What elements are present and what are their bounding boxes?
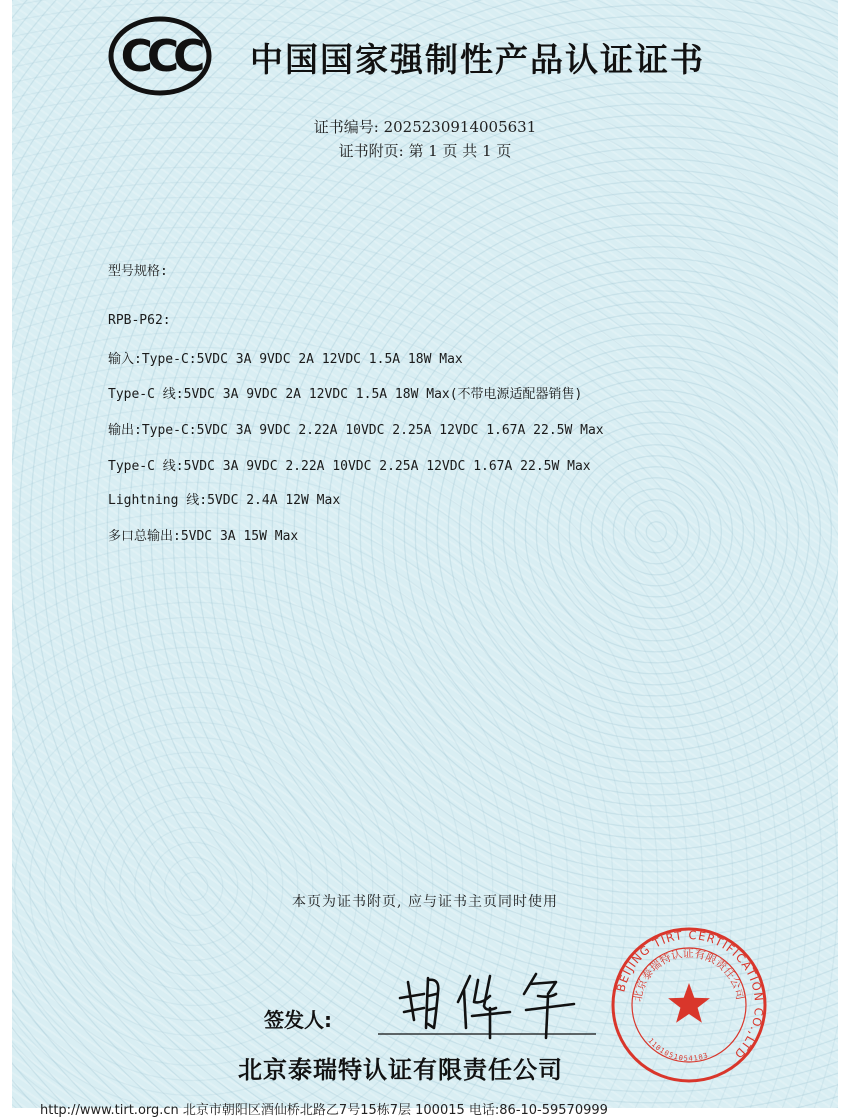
contact-footer: http://www.tirt.org.cn 北京市朝阳区酒仙桥北路乙7号15栋7层 100015 电话:86-10-59570999 xyxy=(40,1103,608,1118)
certificate-number-label: 证书编号: xyxy=(313,118,379,136)
spec-line-multiport-total: 多口总输出:5VDC 3A 15W Max xyxy=(108,529,299,544)
logo-text: CCC xyxy=(120,31,200,82)
spec-line-typec-cable-output: Type-C 线:5VDC 3A 9VDC 2.22A 10VDC 2.25A 12VDC 1.67A 22.5W Max xyxy=(108,459,591,474)
spec-line-typec-cable-input: Type-C 线:5VDC 3A 9VDC 2A 12VDC 1.5A 18W Max(不带电源适配器销售) xyxy=(108,387,583,402)
ccc-logo xyxy=(108,16,212,96)
spec-line-input: 输入:Type-C:5VDC 3A 9VDC 2A 12VDC 1.5A 18W Max xyxy=(108,352,463,367)
seal-number: 1101051054183 xyxy=(646,1036,710,1063)
issuing-company-name: 北京泰瑞特认证有限责任公司 xyxy=(238,1056,563,1084)
model-name: RPB-P62: xyxy=(108,313,171,328)
spec-line-output: 输出:Type-C:5VDC 3A 9VDC 2.22A 10VDC 2.25A 12VDC 1.67A 22.5W Max xyxy=(108,423,604,438)
seal-star-icon xyxy=(668,983,710,1023)
seal-outer-text: BEIJING TIRT CERTIFICATION CO.,LTD xyxy=(613,927,767,1062)
certificate-title: 中国国家强制性产品认证证书 xyxy=(250,40,705,79)
certificate-number-line xyxy=(12,116,838,137)
attachment-page-indicator: 证书附页: 第 1 页 共 1 页 xyxy=(338,142,512,160)
seal-inner-text: 北京泰瑞特认证有限责任公司 xyxy=(630,946,747,1003)
issuer-label: 签发人: xyxy=(264,1008,332,1032)
company-seal xyxy=(609,925,769,1085)
attachment-note: 本页为证书附页, 应与证书主页同时使用 xyxy=(292,894,558,910)
certificate-number: 2025230914005631 xyxy=(383,118,537,136)
svg-text:1101051054183 xyxy=(646,1037,709,1063)
spec-line-lightning-cable: Lightning 线:5VDC 2.4A 12W Max xyxy=(108,493,341,508)
handwritten-signature xyxy=(378,968,598,1040)
model-spec-label: 型号规格: xyxy=(108,264,168,279)
certificate-page xyxy=(12,0,838,1108)
